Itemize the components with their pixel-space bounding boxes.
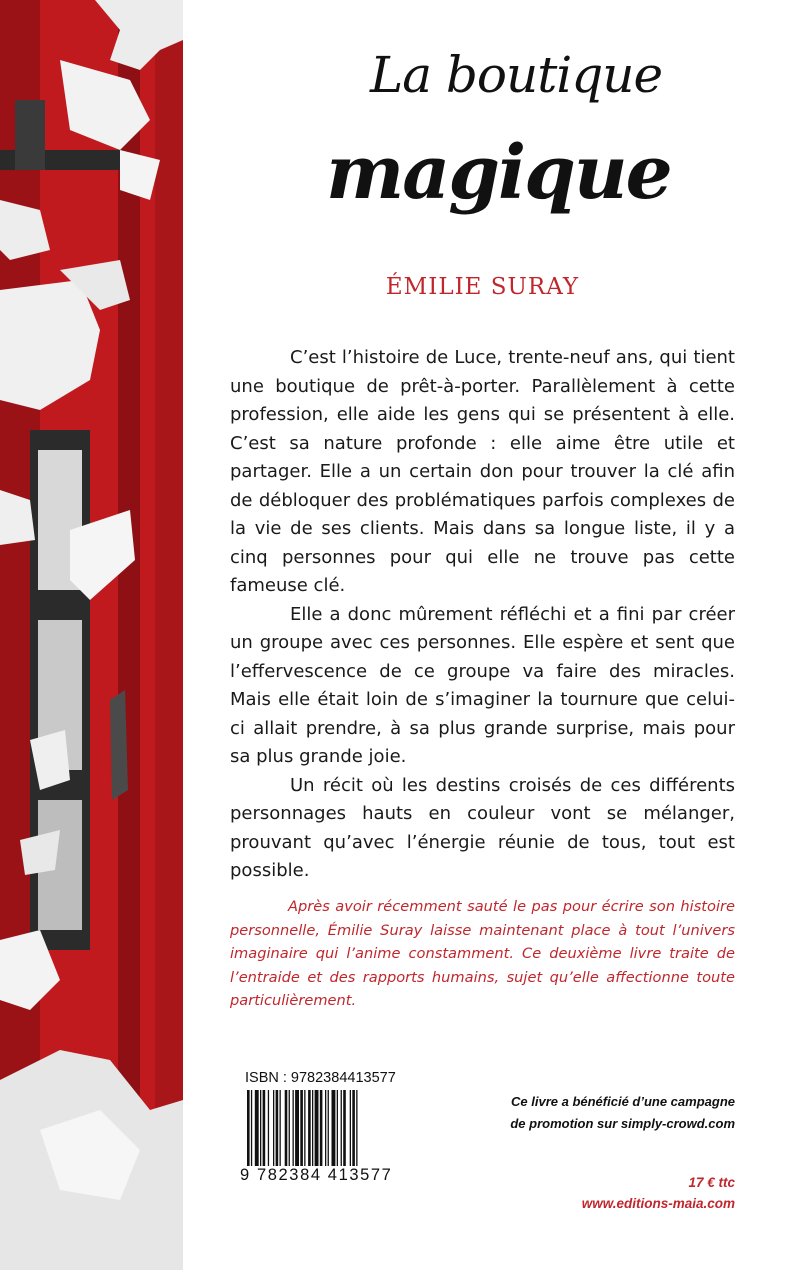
promo-notice <box>455 1091 735 1135</box>
author-name: ÉMILIE SURAY <box>385 274 580 300</box>
cover-content <box>230 0 735 1270</box>
book-title-line2: magique <box>326 130 671 216</box>
barcode-digits: 9 782384 413577 <box>240 1166 410 1190</box>
summary-paragraph-3: Un récit où les destins croisés de ces différents personnages hauts en couleur vont se mélanger, prouvant qu’avec l’énergie réunie de tous, tout est possible. <box>230 774 735 881</box>
photo-strip-red-door <box>0 0 183 1270</box>
isbn-label: ISBN : 9782384413577 <box>245 1070 396 1086</box>
peeling-paint-photo <box>0 0 183 1270</box>
promo-line-1: Ce livre a bénéficié d’une campagne <box>511 1094 735 1109</box>
publisher-website: www.editions-maia.com <box>581 1196 735 1211</box>
author-bio: Après avoir récemment sauté le pas pour écrire son histoire personnelle, Émilie Suray laisse maintenant place à tout l’univers imaginaire qui l’anime constamment. Ce deuxième livre traite de l’entraide et des rapports humains, sujet qu’elle affectionne toute particulièrement. <box>230 898 735 1009</box>
book-summary <box>230 344 735 886</box>
promo-line-2: de promotion sur simply-crowd.com <box>510 1116 735 1131</box>
price-label: 17 € ttc <box>688 1175 735 1190</box>
book-title-line1: La boutique <box>370 46 663 104</box>
summary-paragraph-2: Elle a donc mûrement réfléchi et a fini par créer un groupe avec ces personnes. Elle espère et sent que l’effervescence de ce groupe va faire des miracles. Mais elle était loin de s’imaginer la tournure que celui-ci allait prendre, à sa plus grande surprise, mais pour sa plus grande joie. <box>230 603 735 767</box>
summary-paragraph-1: C’est l’histoire de Luce, trente-neuf ans, qui tient une boutique de prêt-à-porter. Parallèlement à cette profession, elle aide les gens qui se présentent à elle. C’est sa nature profonde : elle aime être utile et partager. Elle a un certain don pour trouver la clé afin de débloquer des problématiques parfois complexes de la vie de ses clients. Mais dans sa longue liste, il y a cinq personnes pour qui elle ne trouve pas cette fameuse clé. <box>230 347 735 596</box>
